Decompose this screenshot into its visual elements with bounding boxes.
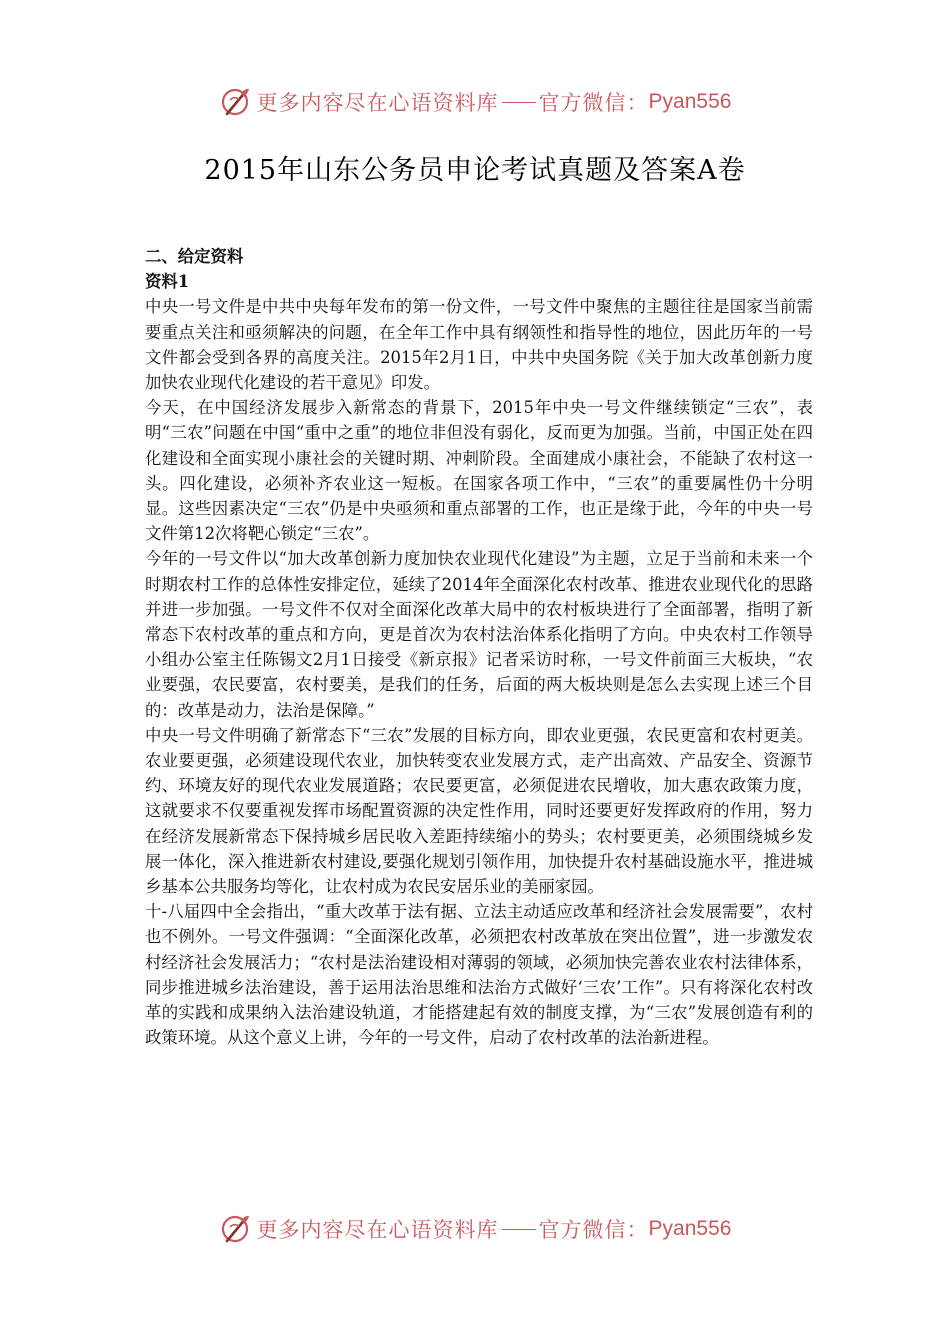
section-heading: 二、给定资料 (145, 247, 244, 266)
brush-pen-icon (219, 85, 253, 119)
paragraph: 中央一号文件明确了新常态下“三农”发展的目标方向，即农业更强，农民更富和农村更美。农业要更强，必须建设现代农业，加快转变农业发展方式，走产出高效、产品安全、资源节约、环境友好的现代农业发展道路；农民要更富，必须促进农民增收，加大惠农政策力度，这就要求不仅要重视发挥市场配置资源的决定性作用，同时还要更好发挥政府的作用，努力在经济发展新常态下保持城乡居民收入差距持续缩小的势头；农村要更美，必须围绕城乡发展一体化，深入推进新农村建设,要强化规划引领作用，加快提升农村基础设施水平，推进城乡基本公共服务均等化，让农村成为农民安居乐业的美丽家园。 (145, 725, 813, 897)
header-banner[interactable] (0, 82, 950, 122)
banner-divider (502, 1229, 536, 1230)
material-heading: 资料1 (145, 272, 190, 292)
brush-pen-icon (219, 1212, 253, 1246)
banner-wechat-id: Pyan556 (648, 1217, 732, 1240)
document-title: 2015年山东公务员申论考试真题及答案A卷 (204, 155, 746, 186)
paragraph: 今年的一号文件以“加大改革创新力度加快农业现代化建设”为主题，立足于当前和未来一个时期农村工作的总体性安排定位，延续了2014年全面深化农村改革、推进农业现代化的思路并进一步加强。一号文件不仅对全面深化改革大局中的农村板块进行了全面部署，指明了新常态下农村改革的重点和方向，更是首次为农村法治体系化指明了方向。中央农村工作领导小组办公室主任陈锡文2月1日接受《新京报》记者采访时称，一号文件前面三大板块，“农业要强，农民要富，农村要美，是我们的任务，后面的两大板块则是怎么去实现上述三个目的：改革是动力，法治是保障。” (145, 549, 813, 720)
banner-wechat-id: Pyan556 (648, 90, 732, 113)
paragraph: 今天，在中国经济发展步入新常态的背景下，2015年中央一号文件继续锁定“三农”，表明“三农”问题在中国“重中之重”的地位非但没有弱化，反而更为加强。当前，中国正处在四化建设和全面实现小康社会的关键时期、冲刺阶段。全面建成小康社会，不能缺了农村这一头。四化建设，必须补齐农业这一短板。在国家各项工作中，“三农”的重要属性仍十分明显。这些因素决定“三农”仍是中央亟须和重点部署的工作，也正是缘于此，今年的中央一号文件第12次将靶心锁定“三农”。 (145, 398, 813, 544)
paragraph: 中央一号文件是中共中央每年发布的第一份文件，一号文件中聚焦的主题往往是国家当前需要重点关注和亟须解决的问题，在全年工作中具有纲领性和指导性的地位，因此历年的一号文件都会受到各界的高度关注。2015年2月1日，中共中央国务院《关于加大改革创新力度加快农业现代化建设的若干意见》印发。 (145, 297, 813, 393)
document-body (145, 244, 813, 1051)
banner-text: 更多内容尽在心语资料库 (256, 91, 499, 115)
banner-wechat-label: 官方微信： (538, 1218, 649, 1242)
banner-wechat-label: 官方微信： (538, 91, 649, 115)
footer-banner[interactable] (0, 1209, 950, 1249)
banner-text: 更多内容尽在心语资料库 (256, 1218, 499, 1242)
paragraph: 十-八届四中全会指出，“重大改革于法有据、立法主动适应改革和经济社会发展需要”，农村也不例外。一号文件强调：“全面深化改革，必须把农村改革放在突出位置”，进一步激发农村经济社会发展活力；“农村是法治建设相对薄弱的领域，必须加快完善农业农村法律体系，同步推进城乡法治建设，善于运用法治思维和法治方式做好‘三农’工作”。只有将深化农村改革的实践和成果纳入法治建设轨道，才能搭建起有效的制度支撑，为“三农”发展创造有利的政策环境。从这个意义上讲，今年的一号文件，启动了农村改革的法治新进程。 (145, 902, 813, 1048)
banner-divider (502, 102, 536, 103)
